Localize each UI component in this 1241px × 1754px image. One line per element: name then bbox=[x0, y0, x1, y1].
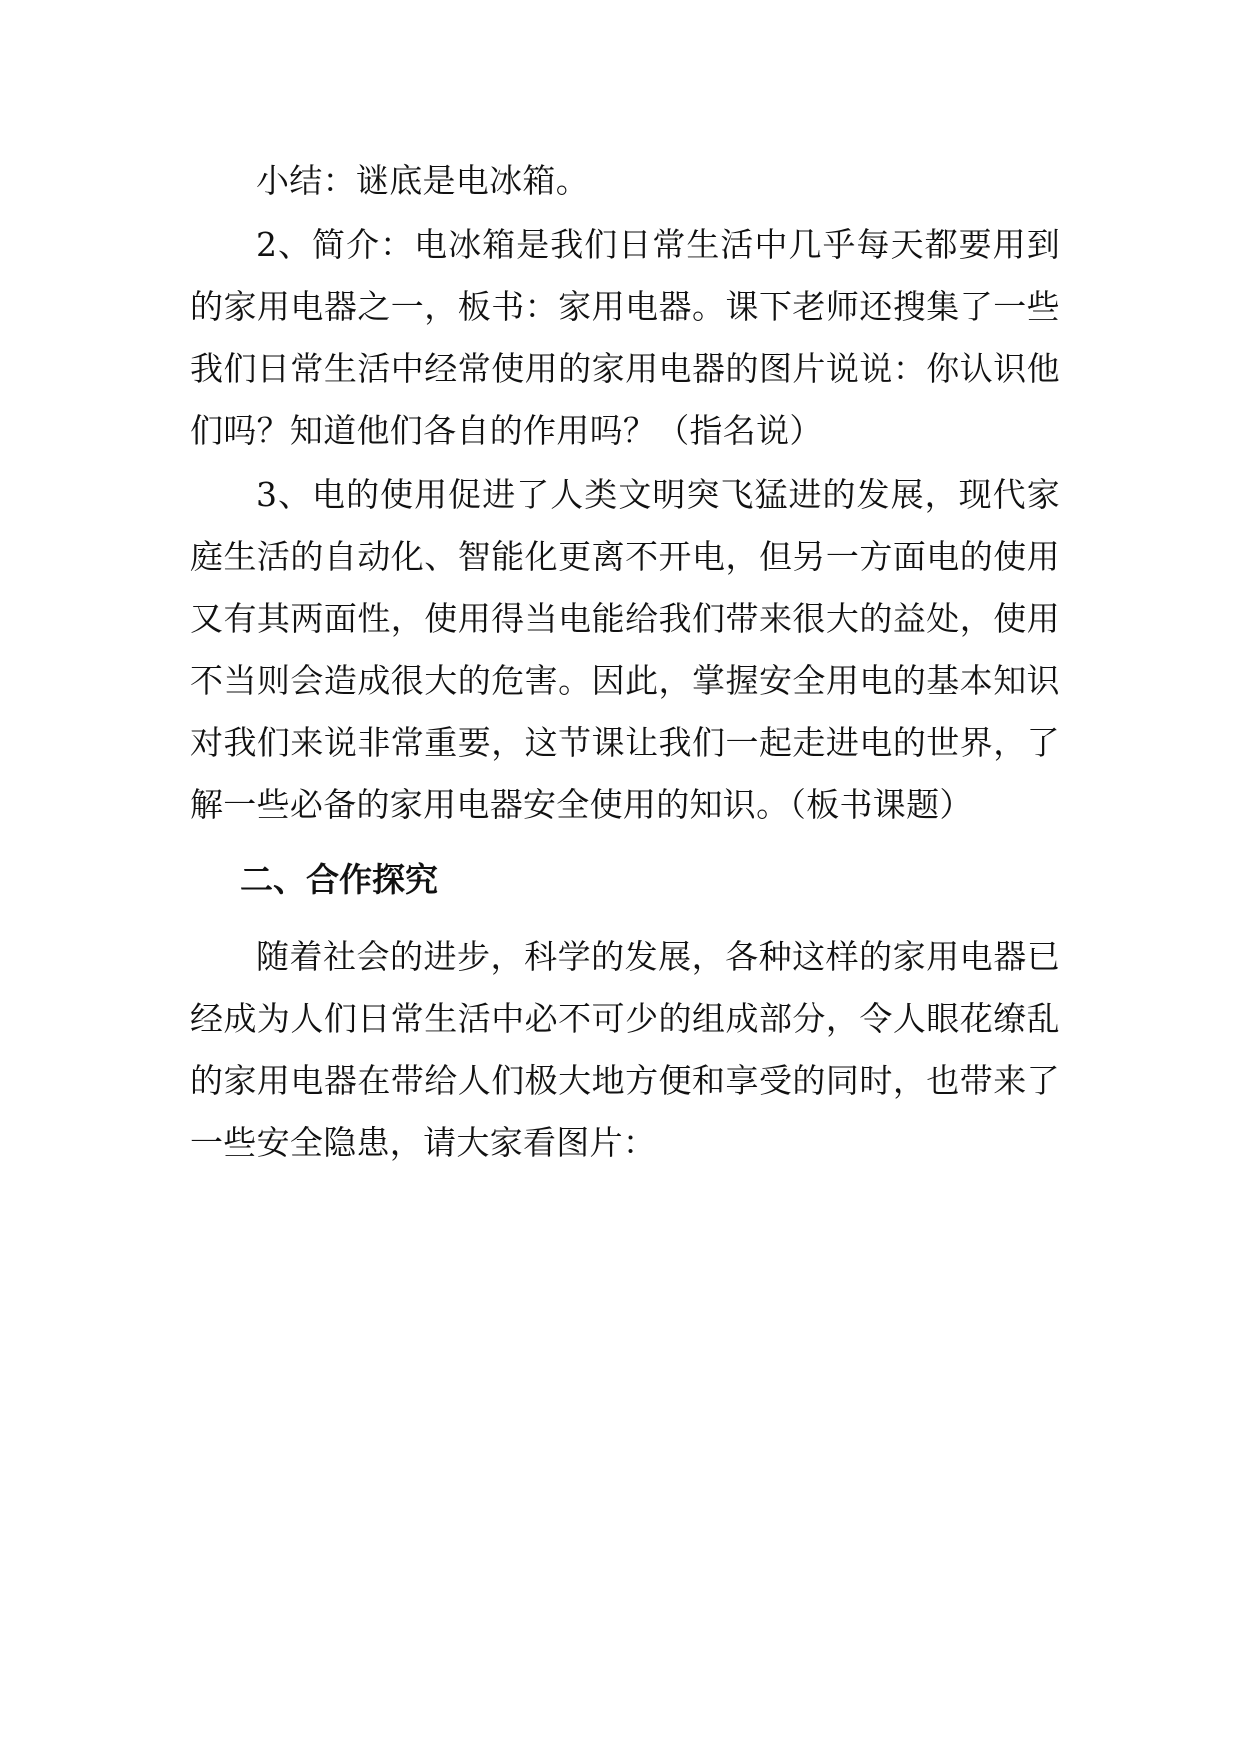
introduction-paragraph: 2、简介：电冰箱是我们日常生活中几乎每天都要用到的家用电器之一，板书：家用电器。课下老师还搜集了一些我们日常生活中经常使用的家用电器的图片说说：你认识他们吗？知道他们各自的作用吗？（指名说） bbox=[190, 225, 1060, 450]
summary-paragraph: 小结：谜底是电冰箱。 bbox=[256, 161, 589, 200]
electricity-usage-paragraph: 3、电的使用促进了人类文明突飞猛进的发展，现代家庭生活的自动化、智能化更离不开电，但另一方面电的使用又有其两面性，使用得当电能给我们带来很大的益处，使用不当则会造成很大的危害。因此，掌握安全用电的基本知识对我们来说非常重要，这节课让我们一起走进电的世界，了解一些必备的家用电器安全使用的知识。（板书课题） bbox=[190, 475, 1060, 824]
section-heading: 二、合作探究 bbox=[240, 860, 438, 899]
cooperative-inquiry-paragraph: 随着社会的进步，科学的发展，各种这样的家用电器已经成为人们日常生活中必不可少的组成部分，令人眼花缭乱的家用电器在带给人们极大地方便和享受的同时，也带来了一些安全隐患，请大家看图片： bbox=[190, 937, 1060, 1162]
document-body bbox=[190, 150, 1060, 1174]
